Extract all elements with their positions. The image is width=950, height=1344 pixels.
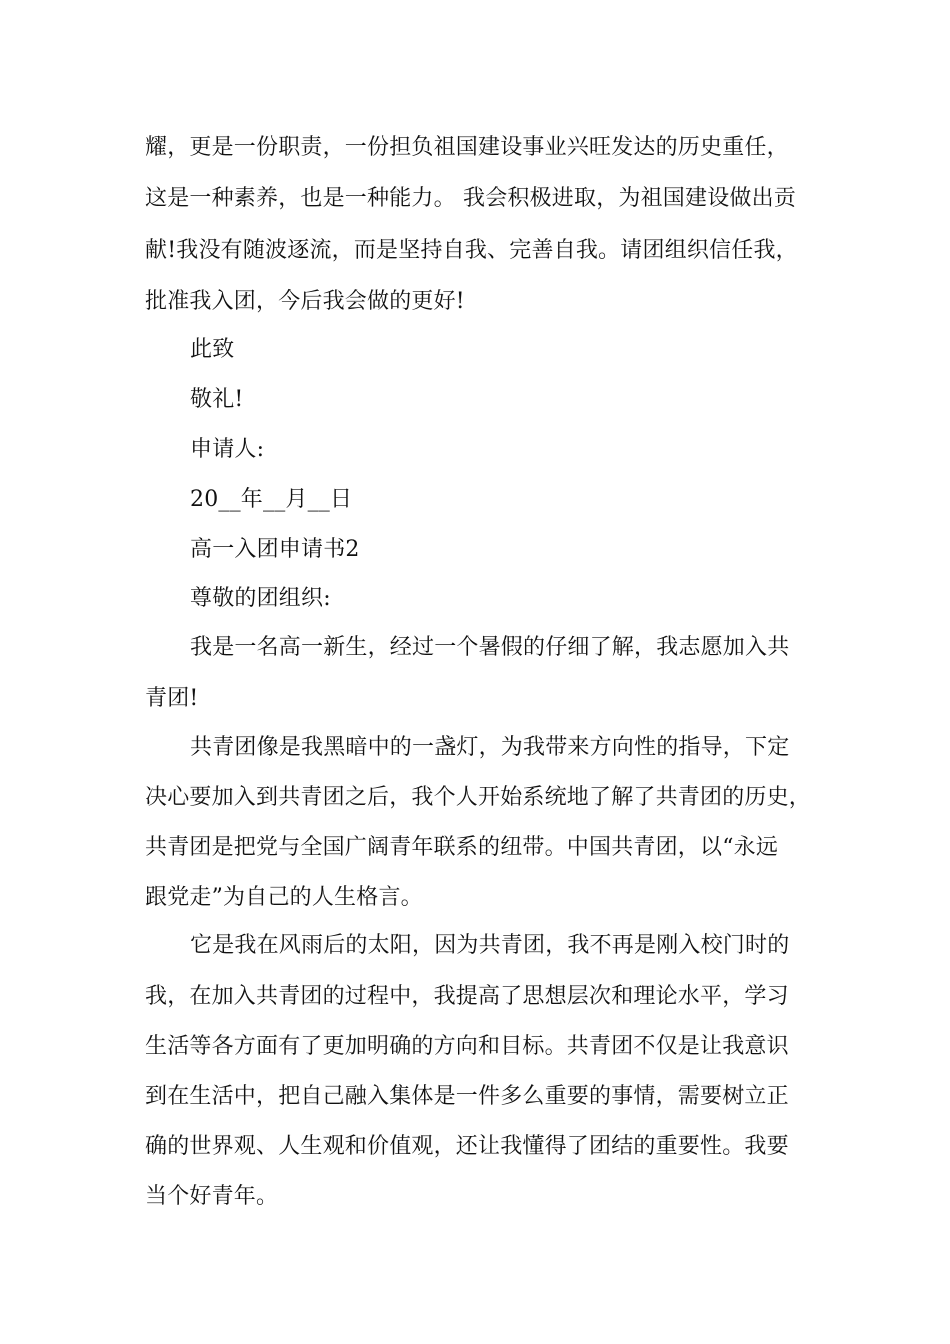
text-line: 献!我没有随波逐流，而是坚持自我、完善自我。请团组织信任我， bbox=[145, 238, 798, 263]
text-line: 确的世界观、人生观和价值观，还让我懂得了团结的重要性。我要 bbox=[145, 1134, 789, 1159]
text-line: 到在生活中，把自己融入集体是一件多么重要的事情，需要树立正 bbox=[145, 1084, 789, 1109]
date-line: 20__年__月__日 bbox=[190, 487, 353, 512]
text-line: 我，在加入共青团的过程中，我提高了思想层次和理论水平，学习 bbox=[145, 984, 789, 1009]
text-line: 共青团是把党与全国广阔青年联系的纽带。中国共青团，以“永远 bbox=[145, 835, 779, 860]
section-title: 高一入团申请书2 bbox=[190, 537, 360, 562]
text-line: 耀，更是一份职责，一份担负祖国建设事业兴旺发达的历史重任， bbox=[145, 135, 789, 160]
text-line: 它是我在风雨后的太阳，因为共青团，我不再是刚入校门时的 bbox=[190, 933, 790, 958]
applicant-label: 申请人: bbox=[190, 437, 265, 462]
text-line: 这是一种素养，也是一种能力。 我会积极进取，为祖国建设做出贡 bbox=[145, 186, 796, 211]
text-line: 共青团像是我黑暗中的一盏灯，为我带来方向性的指导，下定 bbox=[190, 735, 790, 760]
text-line: 青团! bbox=[145, 686, 199, 711]
closing-regards: 敬礼! bbox=[190, 387, 244, 412]
text-line: 我是一名高一新生，经过一个暑假的仔细了解，我志愿加入共 bbox=[190, 635, 790, 660]
text-line: 批准我入团，今后我会做的更好! bbox=[145, 289, 465, 314]
greeting: 尊敬的团组织: bbox=[190, 586, 331, 611]
text-line: 跟党走”为自己的人生格言。 bbox=[145, 885, 423, 910]
text-line: 决心要加入到共青团之后，我个人开始系统地了解了共青团的历史， bbox=[145, 785, 812, 810]
text-line: 生活等各方面有了更加明确的方向和目标。共青团不仅是让我意识 bbox=[145, 1034, 789, 1059]
text-line: 当个好青年。 bbox=[145, 1184, 279, 1209]
closing-salutation: 此致 bbox=[190, 337, 235, 362]
